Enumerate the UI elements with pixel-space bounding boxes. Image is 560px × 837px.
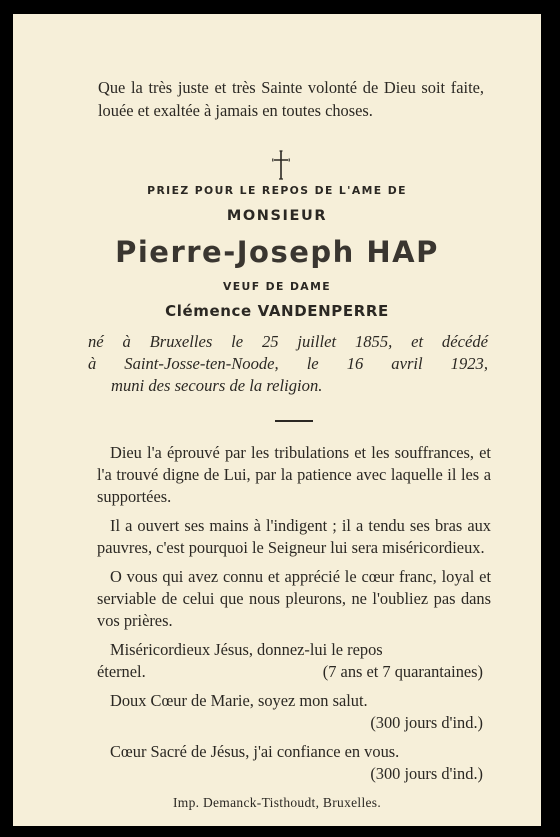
honorific: MONSIEUR: [226, 208, 328, 224]
indulgence-note: (300 jours d'ind.): [370, 764, 483, 783]
prayer-text: Miséricordieux Jésus, donnez-lui le repos: [110, 640, 383, 659]
birth-death-details: [88, 331, 488, 397]
sacraments-line: muni des secours de la religion.: [111, 376, 323, 395]
prayer-line: [97, 639, 491, 661]
deceased-name: Pierre-Joseph HAP: [115, 235, 439, 269]
cross-icon: [271, 150, 291, 180]
prayer-line: [97, 661, 491, 683]
paragraph: Dieu l'a éprouvé par les tribulations et les souffrances, et l'a trouvé digne de Lui, par la patience avec laquelle il les a supportées.: [97, 443, 491, 506]
memorial-text: [97, 442, 491, 785]
indulgence-note: (300 jours d'ind.): [370, 713, 483, 732]
indulgence-note: (7 ans et 7 quarantaines): [322, 662, 483, 681]
birth-line: né à Bruxelles le 25 juillet 1855, et décédé: [88, 332, 488, 351]
prayer-line: Cœur Sacré de Jésus, j'ai confiance en vous.: [110, 742, 400, 761]
prayer-text: éternel.: [97, 662, 146, 681]
paragraph: O vous qui avez connu et apprécié le cœur franc, loyal et serviable de celui que nous pleurons, ne l'oubliez pas dans vos prières.: [97, 567, 491, 630]
spouse-name: Clémence VANDENPERRE: [165, 302, 389, 320]
prayer-line: Doux Cœur de Marie, soyez mon salut.: [110, 691, 368, 710]
widower-label: VEUF DE DAME: [223, 280, 331, 293]
printer-imprint: Imp. Demanck-Tisthoudt, Bruxelles.: [172, 795, 382, 810]
opening-prayer: Que la très juste et très Sainte volonté de Dieu soit faite, louée et exaltée à jamais en toutes choses.: [98, 78, 484, 120]
memorial-card: [13, 14, 541, 826]
death-line: à Saint-Josse-ten-Noode, le 16 avril 1923,: [88, 354, 488, 373]
prayer-request-heading: PRIEZ POUR LE REPOS DE L'AME DE: [147, 184, 407, 197]
paragraph: Il a ouvert ses mains à l'indigent ; il a tendu ses bras aux pauvres, c'est pourquoi le Seigneur lui sera miséricordieux.: [97, 516, 491, 557]
divider: [275, 420, 313, 422]
